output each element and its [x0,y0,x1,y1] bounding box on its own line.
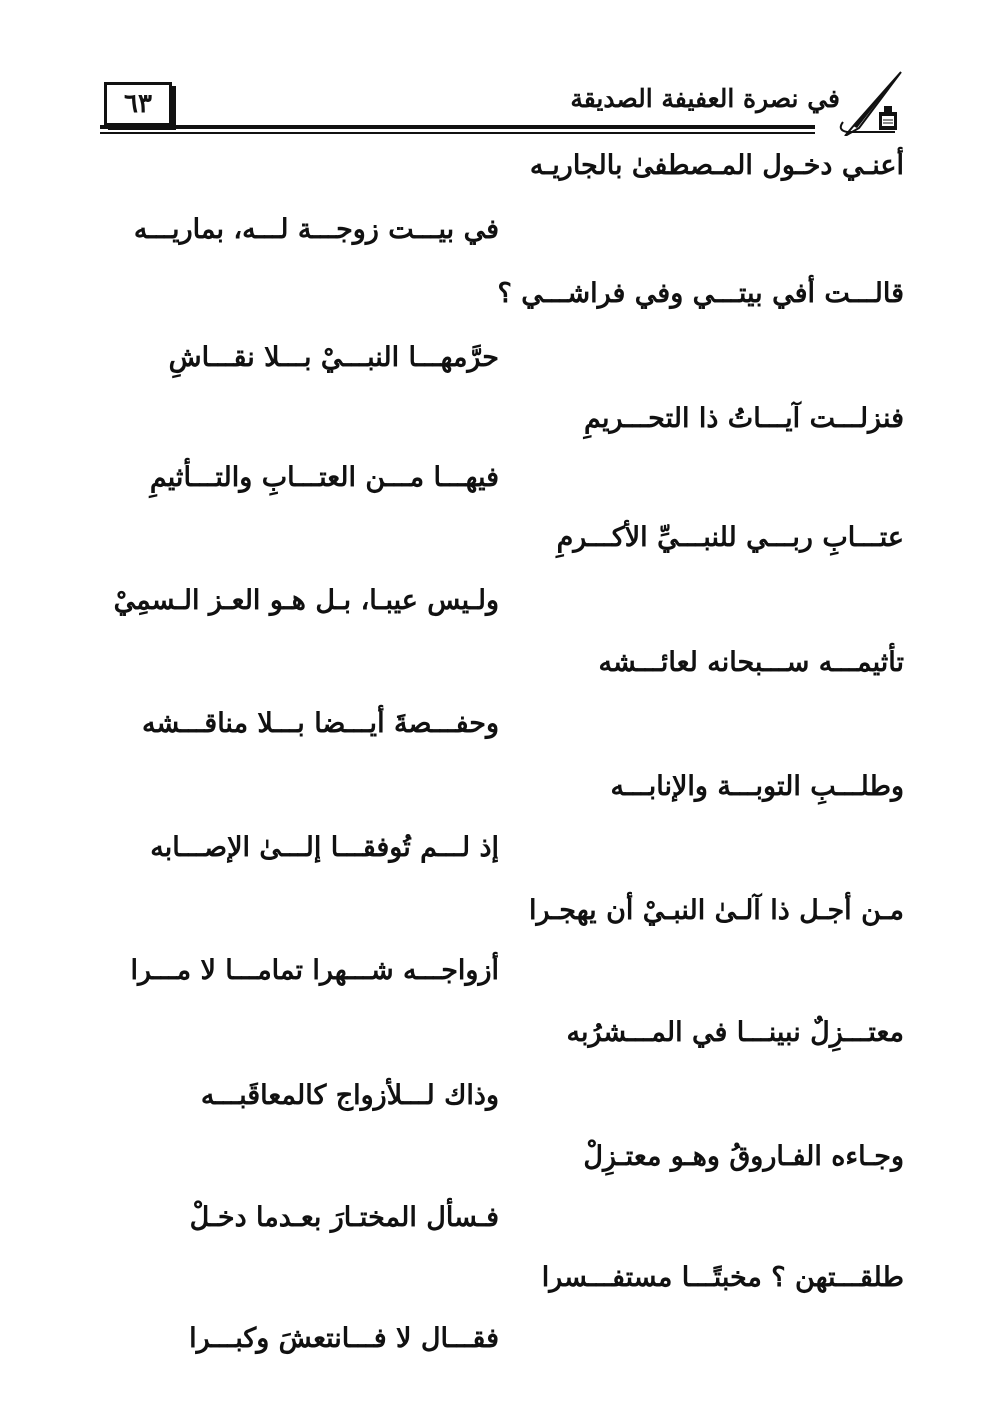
verse-line: عتـــابِ ربـــي للنبـــيِّ الأكـــرمِ [556,522,904,553]
book-title: في نصرة العفيفة الصديقة [570,84,840,113]
verse-line: وذاك لـــلأزواج كالمعاقَبـــه [200,1080,499,1111]
page-number: ٦٣ [104,82,172,126]
verse-line: ولـيس عيبـا، بـل هـو العـز الـسمِيْ [113,585,499,616]
verse-line: وجـاءه الفـاروقُ وهـو معتـزِلْ [583,1141,904,1172]
verse-line: وطلـــبِ التوبـــة والإنابـــه [610,771,904,802]
header-rule-thin [100,132,815,134]
page-header [100,70,905,140]
verse-line: مـن أجـل ذا آلـىٰ النبـيْ أن يهجـرا [528,895,904,926]
quill-inkpot-icon [835,70,905,136]
verse-line: تأثيمـــه ســـبحانه لعائـــشه [598,647,904,678]
verse-line: في بيـــت زوجـــة لـــه، بماريـــه [133,214,499,245]
verse-line: أزواجـــه شـــهرا تمامـــا لا مـــرا [130,955,499,986]
verse-line: طلقـــتهن ؟ مخبتًـــا مستفـــسرا [541,1262,904,1293]
verse-line: أعنـي دخـول المـصطفىٰ بالجاريـه [529,150,904,181]
header-rule [100,125,815,129]
verse-line: فقـــال لا فـــانتعشَ وكبـــرا [189,1323,499,1354]
verse-line: فنزلـــت آيـــاتُ ذا التحـــريمِ [584,403,904,434]
verse-line: قالـــت أفي بيتـــي وفي فراشـــي ؟ [497,278,904,309]
verse-line: معتـــزِلٌ نبينـــا في المـــشرُبه [566,1017,904,1048]
verse-line: وحفـــصةَ أيـــضا بـــلا مناقـــشه [142,708,499,739]
verse-line: فـسأل المختـارَ بعـدما دخـلْ [189,1202,499,1233]
verse-line: فيهـــا مـــن العتـــابِ والتـــأثيمِ [149,462,499,493]
verse-line: حرَّمهـــا النبـــيْ بـــلا نقـــاشِ [168,342,499,373]
verse-line: إذ لـــم تُوفقـــا إلـــىٰ الإصـــابه [150,832,499,863]
